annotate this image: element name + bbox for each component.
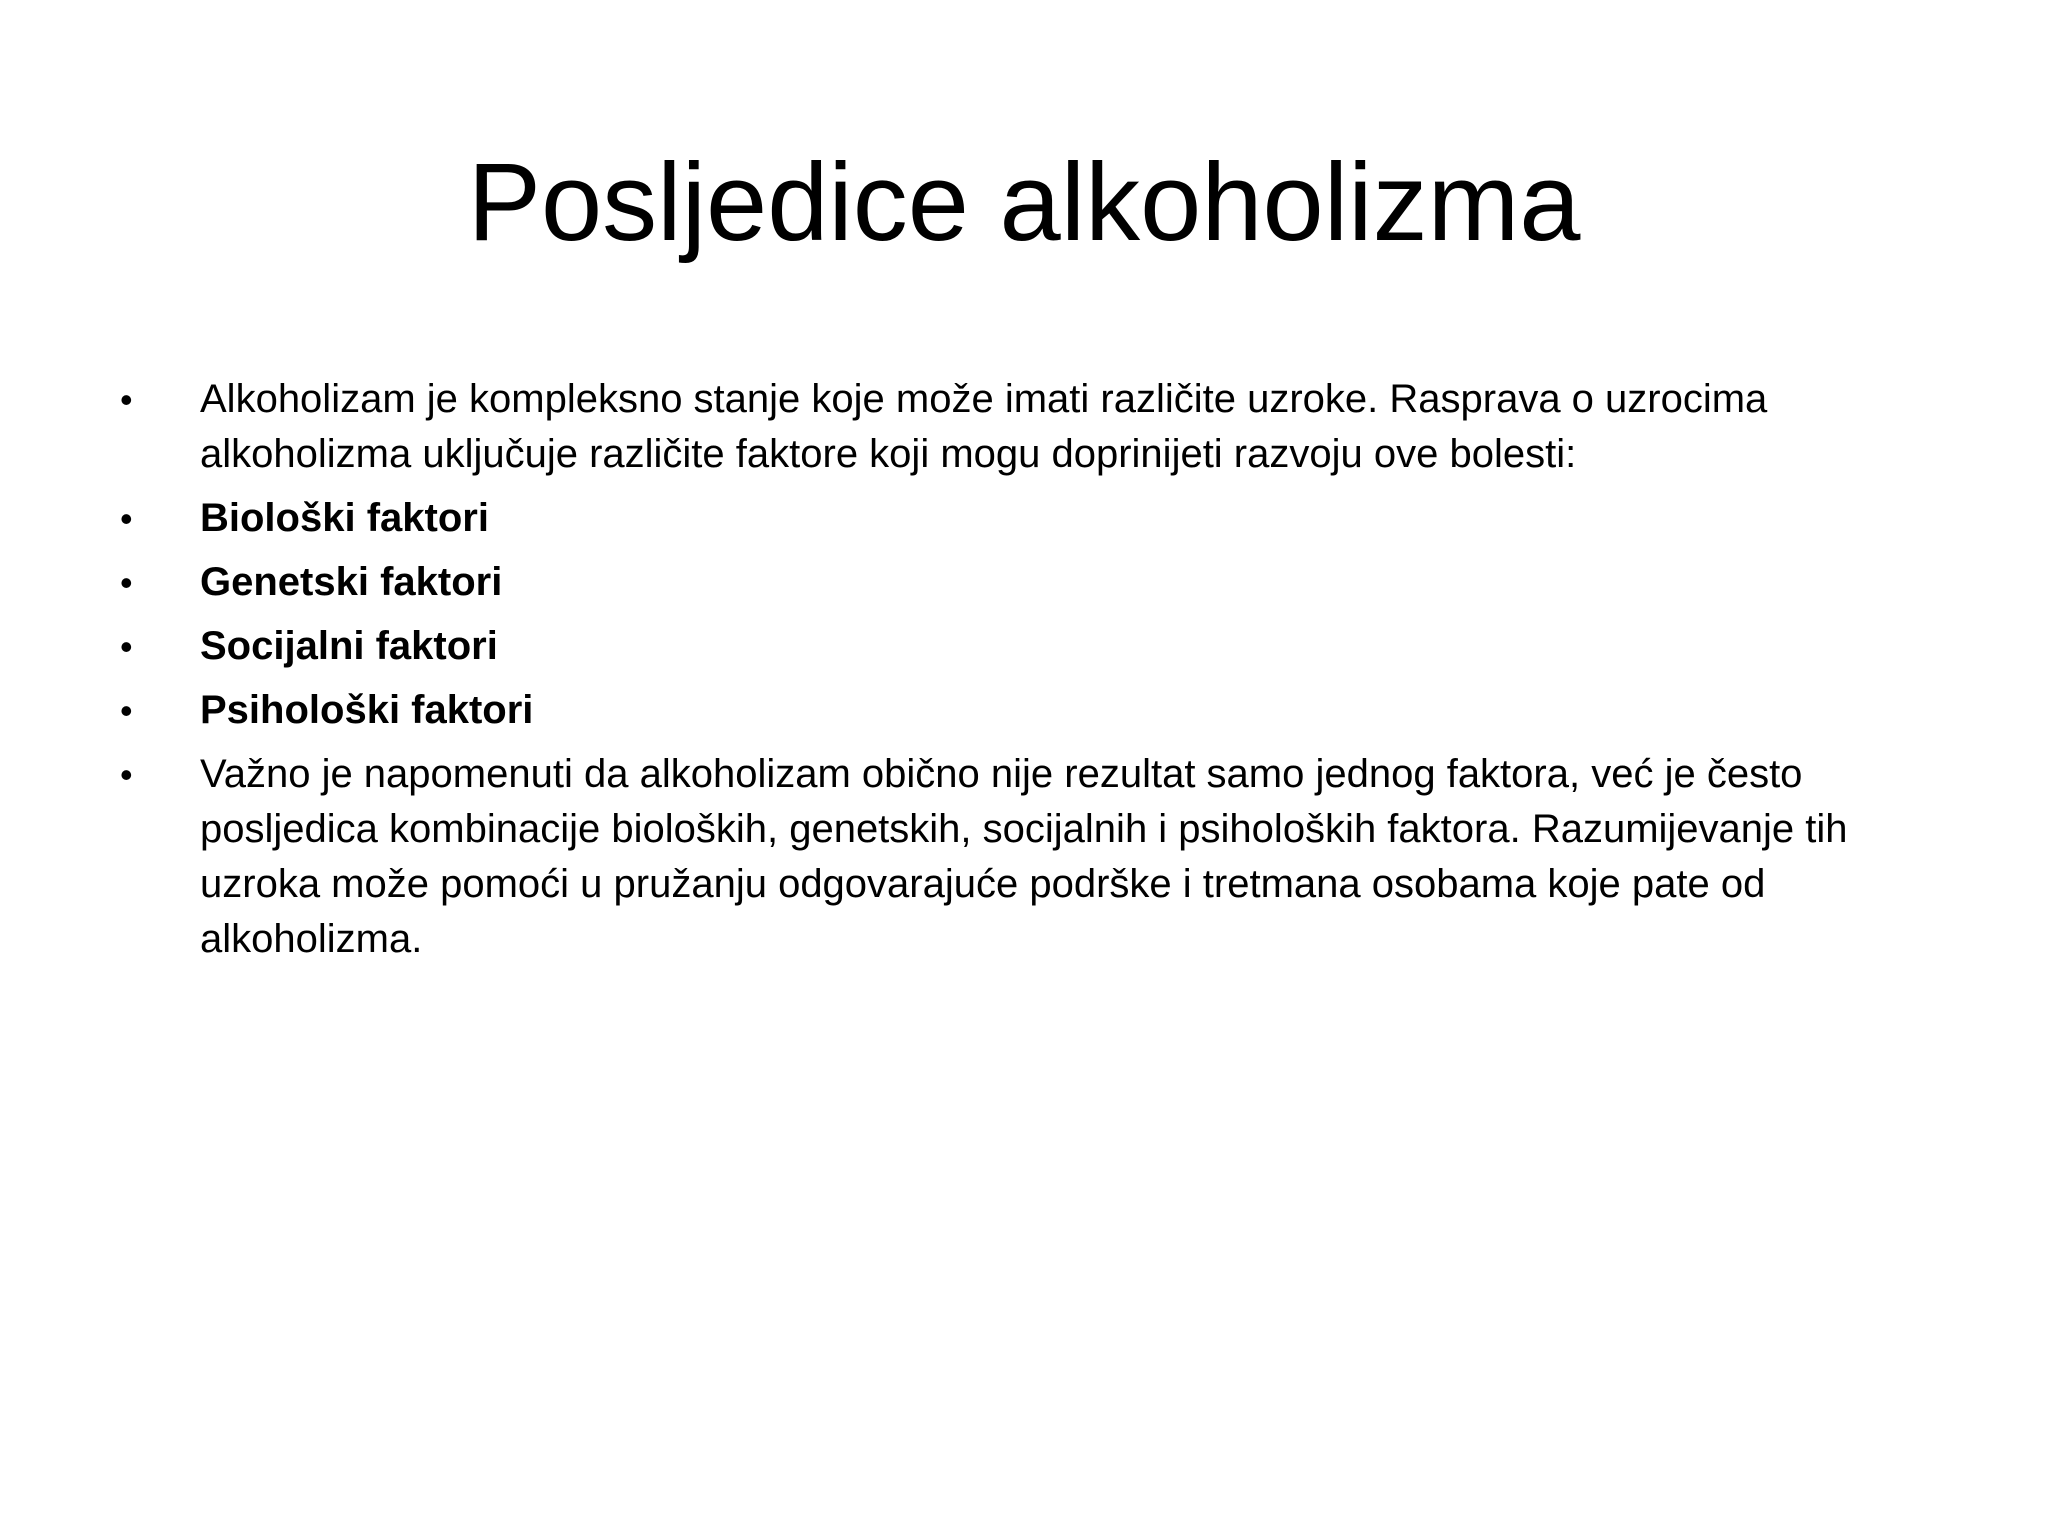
bullet-text: Biološki faktori [200,496,489,540]
bullet-list [120,372,1950,976]
bullet-item-social [120,619,1950,674]
bullet-icon: • [120,754,133,795]
bullet-icon: • [120,690,133,731]
bullet-item-genetic [120,555,1950,610]
bullet-icon: • [120,379,133,420]
bullet-icon: • [120,562,133,603]
bullet-text: Socijalni faktori [200,624,498,668]
bullet-item-intro [120,372,1950,482]
slide-title: Posljedice alkoholizma [467,141,1581,264]
bullet-icon: • [120,498,133,539]
bullet-text: Alkoholizam je kompleksno stanje koje može imati različite uzroke. Rasprava o uzrocima alkoholizma uključuje različite faktore koji mogu doprinijeti razvoju ove bolesti: [200,377,1768,476]
bullet-item-biological [120,491,1950,546]
bullet-text: Psihološki faktori [200,688,534,732]
bullet-item-psychological [120,683,1950,738]
bullet-text: Genetski faktori [200,560,503,604]
bullet-text: Važno je napomenuti da alkoholizam obično nije rezultat samo jednog faktora, već je često posljedica kombinacije bioloških, genetskih, socijalnih i psiholoških faktora. Razumijevanje tih uzroka može pomoći u pružanju odgovarajuće podrške i tretmana osobama koje pate od alkoholizma. [200,752,1848,961]
bullet-icon: • [120,626,133,667]
bullet-item-conclusion [120,747,1950,967]
